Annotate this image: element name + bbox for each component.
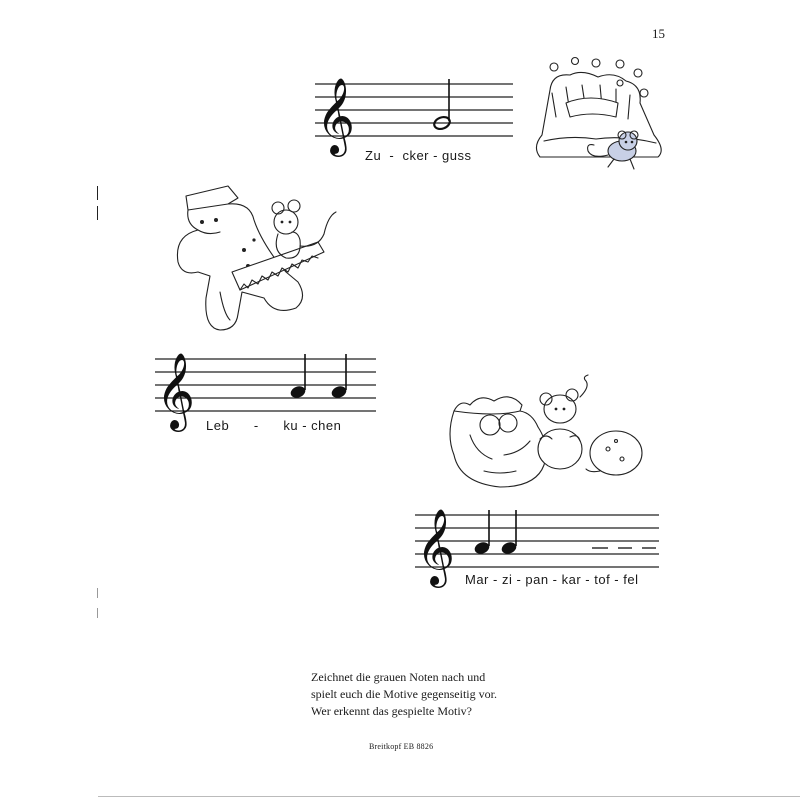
- marzipan-ball: [590, 431, 642, 475]
- staff-zuckerguss: [310, 70, 515, 154]
- margin-mark: [97, 186, 98, 200]
- treble-clef-icon: 𝄞: [416, 508, 456, 585]
- lyrics-zuckerguss: Zu - cker - guss: [365, 148, 472, 163]
- bottom-rule: [98, 796, 800, 797]
- quarter-note: [500, 510, 518, 556]
- quarter-note: [330, 354, 348, 400]
- publisher-footer: Breitkopf EB 8826: [369, 742, 434, 751]
- lyrics-lebkuchen: Leb - ku - chen: [206, 418, 342, 433]
- quarter-note: [289, 354, 307, 400]
- page-number: 15: [652, 26, 665, 41]
- sacks-with-mouse-illustration: [440, 375, 650, 493]
- mouse-figure: [538, 375, 588, 469]
- margin-mark: [97, 608, 98, 618]
- instruction-line: Zeichnet die grauen Noten nach und: [311, 670, 486, 684]
- treble-clef-icon: 𝄞: [316, 77, 356, 154]
- gingerbread-man-with-mouse-illustration: [168, 180, 348, 338]
- treble-clef-icon: 𝄞: [156, 352, 196, 429]
- sack: [450, 397, 546, 487]
- instruction-line: spielt euch die Motive gegenseitig vor.: [311, 687, 497, 701]
- quarter-note: [473, 510, 491, 556]
- instructions-text: [311, 669, 551, 720]
- lyrics-marzipankartoffel: Mar - zi - pan - kar - tof - fel: [465, 572, 639, 587]
- mouse-figure: [588, 131, 638, 169]
- staff-marzipankartoffel: [410, 500, 662, 585]
- instruction-line: Wer erkennt das gespielte Motiv?: [311, 704, 472, 718]
- margin-mark: [97, 206, 98, 220]
- margin-mark: [97, 588, 98, 598]
- gugelhupf-with-mouse-illustration: [530, 55, 670, 185]
